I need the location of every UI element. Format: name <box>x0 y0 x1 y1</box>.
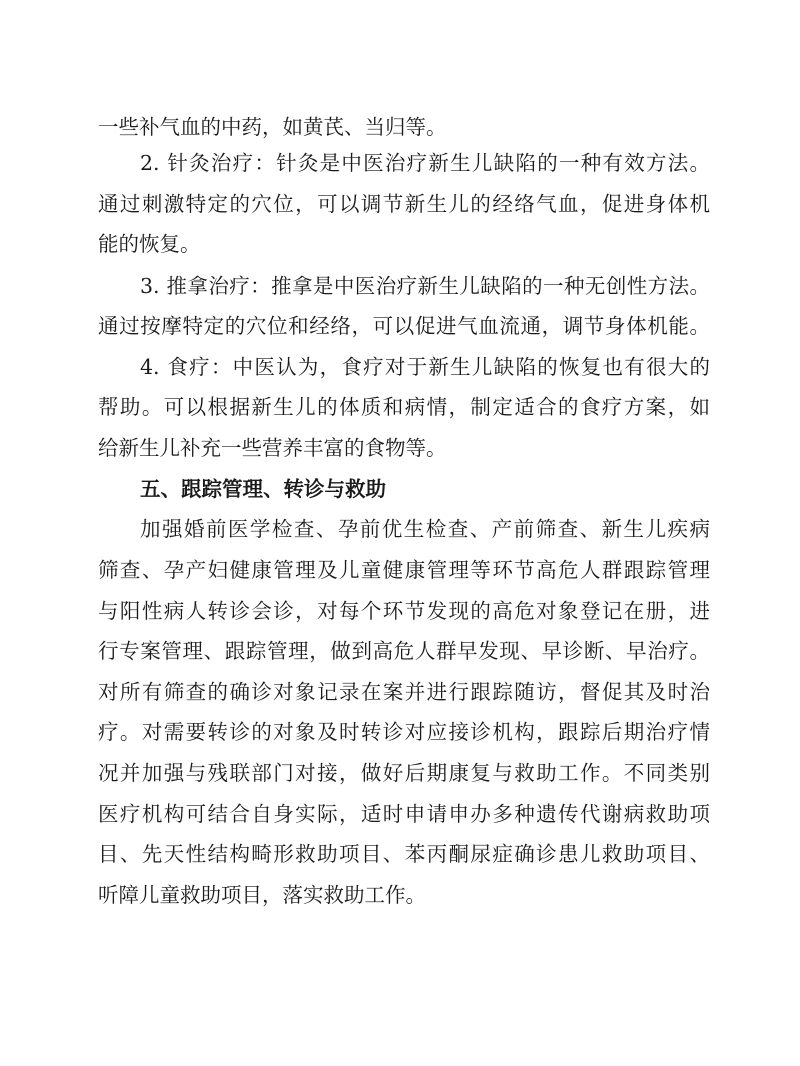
paragraph-line: 况并加强与残联部门对接，做好后期康复与救助工作。不同类别 <box>98 761 710 785</box>
paragraph-line: 加强婚前医学检查、孕前优生检查、产前筛查、新生儿疾病 <box>140 517 710 541</box>
paragraph-line: 4. 食疗：中医认为，食疗对于新生儿缺陷的恢复也有很大的 <box>140 355 710 379</box>
paragraph-line: 3. 推拿治疗：推拿是中医治疗新生儿缺陷的一种无创性方法。 <box>140 274 710 298</box>
paragraph-line: 医疗机构可结合自身实际，适时申请申办多种遗传代谢病救助项 <box>98 802 710 826</box>
section-heading: 五、跟踪管理、转诊与救助 <box>140 477 386 501</box>
paragraph-line: 2. 针灸治疗：针灸是中医治疗新生儿缺陷的一种有效方法。 <box>140 151 710 175</box>
paragraph-line: 帮助。可以根据新生儿的体质和病情，制定适合的食疗方案，如 <box>98 395 710 419</box>
paragraph-line: 通过刺激特定的穴位，可以调节新生儿的经络气血，促进身体机 <box>98 192 710 216</box>
paragraph-line: 对所有筛查的确诊对象记录在案并进行跟踪随访，督促其及时治 <box>98 680 710 704</box>
paragraph-line: 与阳性病人转诊会诊，对每个环节发现的高危对象登记在册，进 <box>98 599 710 623</box>
paragraph-line: 筛查、孕产妇健康管理及儿童健康管理等环节高危人群跟踪管理 <box>98 558 710 582</box>
paragraph-line: 通过按摩特定的穴位和经络，可以促进气血流通，调节身体机能。 <box>98 314 710 338</box>
paragraph-line: 疗。对需要转诊的对象及时转诊对应接诊机构，跟踪后期治疗情 <box>98 720 710 744</box>
paragraph-line: 听障儿童救助项目，落实救助工作。 <box>98 883 426 907</box>
paragraph-line: 行专案管理、跟踪管理，做到高危人群早发现、早诊断、早治疗。 <box>98 639 710 663</box>
paragraph-line: 目、先天性结构畸形救助项目、苯丙酮尿症确诊患儿救助项目、 <box>98 842 710 866</box>
paragraph-line: 能的恢复。 <box>98 232 201 256</box>
paragraph-line: 一些补气血的中药，如黄芪、当归等。 <box>98 115 447 139</box>
paragraph-line: 给新生儿补充一些营养丰富的食物等。 <box>98 436 447 460</box>
